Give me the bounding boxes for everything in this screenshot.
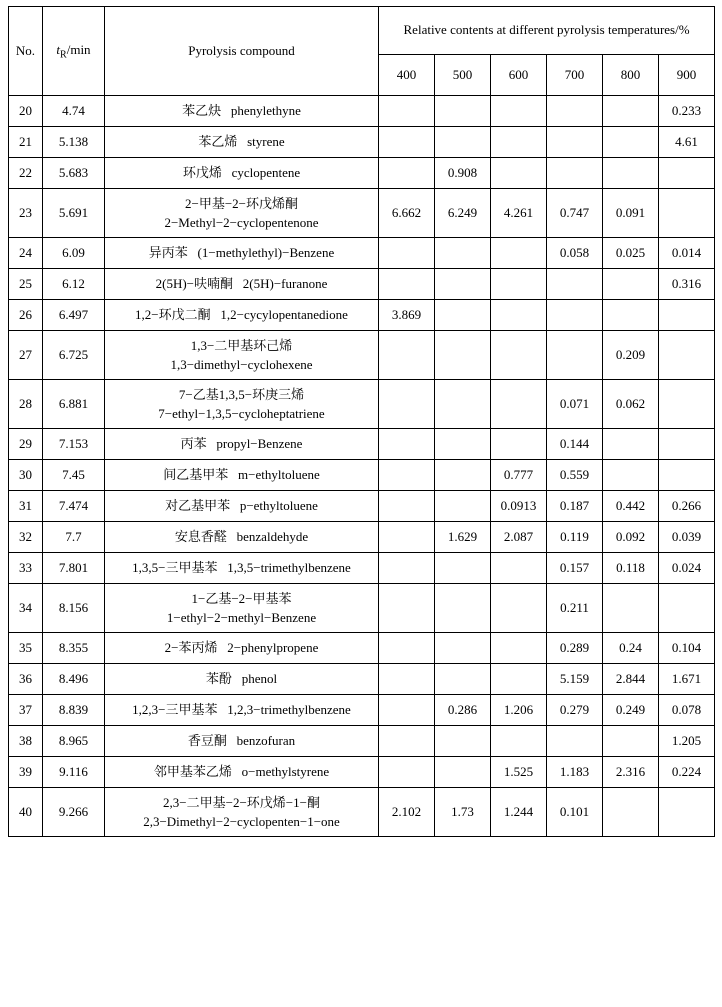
cell-content-900 bbox=[659, 429, 715, 460]
cell-content-400 bbox=[379, 96, 435, 127]
cell-content-800 bbox=[603, 788, 659, 837]
cell-no: 23 bbox=[9, 189, 43, 238]
cell-content-500 bbox=[435, 300, 491, 331]
cell-content-500 bbox=[435, 331, 491, 380]
cell-content-600 bbox=[491, 269, 547, 300]
cell-compound bbox=[105, 757, 379, 788]
cell-content-600 bbox=[491, 238, 547, 269]
cell-content-800 bbox=[603, 96, 659, 127]
cell-content-700: 0.187 bbox=[547, 491, 603, 522]
cell-no: 29 bbox=[9, 429, 43, 460]
cell-content-800 bbox=[603, 429, 659, 460]
table-row bbox=[9, 460, 715, 491]
cell-content-800: 2.316 bbox=[603, 757, 659, 788]
column-header-temp-700: 700 bbox=[547, 54, 603, 95]
table-row bbox=[9, 726, 715, 757]
cell-content-500 bbox=[435, 460, 491, 491]
table-row bbox=[9, 664, 715, 695]
cell-content-800 bbox=[603, 158, 659, 189]
cell-content-500 bbox=[435, 380, 491, 429]
cell-content-600 bbox=[491, 158, 547, 189]
cell-content-900 bbox=[659, 189, 715, 238]
compound-name-en: 7−ethyl−1,3,5−cycloheptatriene bbox=[158, 406, 325, 421]
column-header-temp-500: 500 bbox=[435, 54, 491, 95]
column-header-compound: Pyrolysis compound bbox=[105, 7, 379, 96]
cell-content-800 bbox=[603, 269, 659, 300]
cell-compound bbox=[105, 633, 379, 664]
cell-compound bbox=[105, 664, 379, 695]
compound-name-cn: 2,3−二甲基−2−环戊烯−1−酮 bbox=[163, 794, 320, 810]
cell-retention-time: 8.156 bbox=[43, 584, 105, 633]
compound-name-en: o−methylstyrene bbox=[241, 764, 330, 780]
cell-content-400: 2.102 bbox=[379, 788, 435, 837]
cell-content-500 bbox=[435, 726, 491, 757]
cell-content-500: 1.629 bbox=[435, 522, 491, 553]
cell-content-600: 2.087 bbox=[491, 522, 547, 553]
compound-name-cn: 对乙基甲苯 bbox=[165, 498, 231, 514]
cell-content-400 bbox=[379, 553, 435, 584]
cell-no: 32 bbox=[9, 522, 43, 553]
table-row bbox=[9, 127, 715, 158]
compound-name-cn: 香豆酮 bbox=[187, 733, 227, 749]
cell-content-800: 0.091 bbox=[603, 189, 659, 238]
cell-no: 34 bbox=[9, 584, 43, 633]
cell-no: 39 bbox=[9, 757, 43, 788]
cell-content-400 bbox=[379, 238, 435, 269]
cell-content-800: 0.442 bbox=[603, 491, 659, 522]
compound-name-en: p−ethyltoluene bbox=[239, 498, 318, 514]
cell-no: 38 bbox=[9, 726, 43, 757]
cell-compound bbox=[105, 238, 379, 269]
table-row bbox=[9, 189, 715, 238]
cell-content-800: 0.118 bbox=[603, 553, 659, 584]
cell-content-800: 0.24 bbox=[603, 633, 659, 664]
cell-content-700: 5.159 bbox=[547, 664, 603, 695]
table-header bbox=[9, 7, 715, 96]
cell-retention-time: 9.116 bbox=[43, 757, 105, 788]
cell-no: 30 bbox=[9, 460, 43, 491]
compound-name-cn: 苯乙烯 bbox=[198, 134, 238, 150]
cell-content-500 bbox=[435, 238, 491, 269]
compound-name-cn: 2−苯丙烯 bbox=[164, 640, 218, 656]
cell-content-700: 0.101 bbox=[547, 788, 603, 837]
table-row bbox=[9, 553, 715, 584]
cell-content-600 bbox=[491, 726, 547, 757]
cell-content-900: 0.024 bbox=[659, 553, 715, 584]
compound-name-en: 1,2−cycylopentanedione bbox=[220, 307, 348, 323]
cell-retention-time: 6.725 bbox=[43, 331, 105, 380]
cell-no: 22 bbox=[9, 158, 43, 189]
cell-content-600 bbox=[491, 96, 547, 127]
compound-name-cn: 2−甲基−2−环戊烯酮 bbox=[185, 195, 298, 211]
cell-content-600 bbox=[491, 664, 547, 695]
cell-content-400 bbox=[379, 757, 435, 788]
cell-content-900 bbox=[659, 331, 715, 380]
cell-compound bbox=[105, 380, 379, 429]
column-header-temp-800: 800 bbox=[603, 54, 659, 95]
cell-content-900: 0.014 bbox=[659, 238, 715, 269]
cell-content-600 bbox=[491, 584, 547, 633]
cell-no: 28 bbox=[9, 380, 43, 429]
cell-compound bbox=[105, 189, 379, 238]
cell-no: 37 bbox=[9, 695, 43, 726]
table-row bbox=[9, 269, 715, 300]
cell-retention-time: 5.683 bbox=[43, 158, 105, 189]
cell-retention-time: 8.839 bbox=[43, 695, 105, 726]
cell-content-700: 0.157 bbox=[547, 553, 603, 584]
cell-content-500 bbox=[435, 757, 491, 788]
cell-compound bbox=[105, 491, 379, 522]
cell-content-400 bbox=[379, 460, 435, 491]
cell-content-900: 0.104 bbox=[659, 633, 715, 664]
cell-content-400 bbox=[379, 491, 435, 522]
cell-content-700: 0.071 bbox=[547, 380, 603, 429]
compound-name-cn: 1,2−环戊二酮 bbox=[135, 307, 211, 323]
cell-compound bbox=[105, 695, 379, 726]
cell-no: 20 bbox=[9, 96, 43, 127]
cell-content-700 bbox=[547, 269, 603, 300]
cell-content-500 bbox=[435, 633, 491, 664]
compound-name-en: 1,3−dimethyl−cyclohexene bbox=[170, 357, 313, 372]
compound-name-cn: 异丙苯 bbox=[148, 245, 188, 261]
cell-retention-time: 7.801 bbox=[43, 553, 105, 584]
cell-retention-time: 7.153 bbox=[43, 429, 105, 460]
cell-content-800 bbox=[603, 460, 659, 491]
cell-content-400 bbox=[379, 664, 435, 695]
cell-compound bbox=[105, 300, 379, 331]
cell-compound bbox=[105, 127, 379, 158]
cell-content-400: 6.662 bbox=[379, 189, 435, 238]
table-row bbox=[9, 96, 715, 127]
cell-content-400 bbox=[379, 522, 435, 553]
cell-content-400 bbox=[379, 633, 435, 664]
cell-content-900: 1.205 bbox=[659, 726, 715, 757]
compound-name-en: 1,2,3−trimethylbenzene bbox=[227, 702, 351, 718]
table-row bbox=[9, 238, 715, 269]
cell-compound bbox=[105, 96, 379, 127]
cell-content-500 bbox=[435, 491, 491, 522]
table-row bbox=[9, 695, 715, 726]
cell-retention-time: 5.138 bbox=[43, 127, 105, 158]
cell-content-700 bbox=[547, 158, 603, 189]
compound-name-en: cyclopentene bbox=[231, 165, 301, 181]
cell-retention-time: 6.497 bbox=[43, 300, 105, 331]
cell-no: 31 bbox=[9, 491, 43, 522]
header-row-1 bbox=[9, 7, 715, 55]
cell-content-900: 1.671 bbox=[659, 664, 715, 695]
cell-content-400 bbox=[379, 158, 435, 189]
cell-content-800: 0.062 bbox=[603, 380, 659, 429]
column-header-temp-400: 400 bbox=[379, 54, 435, 95]
cell-content-400 bbox=[379, 127, 435, 158]
cell-content-500 bbox=[435, 664, 491, 695]
cell-content-500 bbox=[435, 269, 491, 300]
cell-content-900 bbox=[659, 380, 715, 429]
cell-content-900: 0.078 bbox=[659, 695, 715, 726]
cell-content-600: 1.206 bbox=[491, 695, 547, 726]
cell-compound bbox=[105, 553, 379, 584]
cell-content-700: 0.144 bbox=[547, 429, 603, 460]
cell-compound bbox=[105, 584, 379, 633]
table-row bbox=[9, 429, 715, 460]
cell-compound bbox=[105, 429, 379, 460]
cell-content-900: 0.233 bbox=[659, 96, 715, 127]
cell-content-900 bbox=[659, 158, 715, 189]
cell-compound bbox=[105, 331, 379, 380]
table-row bbox=[9, 788, 715, 837]
cell-no: 36 bbox=[9, 664, 43, 695]
cell-content-700 bbox=[547, 96, 603, 127]
cell-content-900: 0.266 bbox=[659, 491, 715, 522]
cell-content-700: 0.747 bbox=[547, 189, 603, 238]
cell-content-700 bbox=[547, 127, 603, 158]
compound-name-cn: 间乙基甲苯 bbox=[163, 467, 229, 483]
compound-name-cn: 安息香醛 bbox=[174, 529, 227, 545]
compound-name-cn: 1,2,3−三甲基苯 bbox=[132, 702, 218, 718]
cell-content-800: 0.249 bbox=[603, 695, 659, 726]
cell-content-800 bbox=[603, 726, 659, 757]
cell-compound bbox=[105, 522, 379, 553]
cell-no: 25 bbox=[9, 269, 43, 300]
cell-content-500 bbox=[435, 127, 491, 158]
retention-time-symbol: t bbox=[56, 41, 61, 57]
table-row bbox=[9, 331, 715, 380]
cell-compound bbox=[105, 788, 379, 837]
cell-retention-time: 7.45 bbox=[43, 460, 105, 491]
cell-content-500 bbox=[435, 429, 491, 460]
cell-retention-time: 6.12 bbox=[43, 269, 105, 300]
compound-name-en: phenylethyne bbox=[230, 103, 301, 119]
compound-name-cn: 2(5H)−呋喃酮 bbox=[155, 276, 234, 292]
compound-name-cn: 邻甲基苯乙烯 bbox=[153, 764, 232, 780]
cell-content-800 bbox=[603, 300, 659, 331]
compound-name-en: propyl−Benzene bbox=[216, 436, 303, 452]
cell-content-900 bbox=[659, 460, 715, 491]
cell-content-400 bbox=[379, 726, 435, 757]
compound-name-cn: 1,3,5−三甲基苯 bbox=[132, 560, 218, 576]
column-header-temp-900: 900 bbox=[659, 54, 715, 95]
compound-name-en: (1−methylethyl)−Benzene bbox=[197, 245, 335, 261]
cell-content-600: 0.777 bbox=[491, 460, 547, 491]
table-row bbox=[9, 491, 715, 522]
table-row bbox=[9, 158, 715, 189]
compound-name-cn: 环戊烯 bbox=[182, 165, 222, 181]
cell-content-600 bbox=[491, 633, 547, 664]
cell-content-600: 4.261 bbox=[491, 189, 547, 238]
cell-content-600 bbox=[491, 429, 547, 460]
cell-content-900 bbox=[659, 584, 715, 633]
cell-content-700 bbox=[547, 726, 603, 757]
cell-no: 21 bbox=[9, 127, 43, 158]
cell-retention-time: 7.474 bbox=[43, 491, 105, 522]
cell-content-600 bbox=[491, 127, 547, 158]
compound-name-en: 1−ethyl−2−methyl−Benzene bbox=[166, 610, 317, 625]
cell-retention-time: 6.09 bbox=[43, 238, 105, 269]
cell-content-500: 1.73 bbox=[435, 788, 491, 837]
table-row bbox=[9, 757, 715, 788]
compound-name-cn: 苯乙炔 bbox=[182, 103, 222, 119]
column-header-no: No. bbox=[9, 7, 43, 96]
cell-no: 26 bbox=[9, 300, 43, 331]
cell-content-700: 1.183 bbox=[547, 757, 603, 788]
compound-name-cn: 1,3−二甲基环己烯 bbox=[190, 337, 293, 353]
compound-name-en: benzaldehyde bbox=[236, 529, 309, 545]
cell-retention-time: 8.965 bbox=[43, 726, 105, 757]
cell-content-700: 0.279 bbox=[547, 695, 603, 726]
cell-content-500: 0.286 bbox=[435, 695, 491, 726]
cell-content-400 bbox=[379, 380, 435, 429]
cell-content-700: 0.119 bbox=[547, 522, 603, 553]
table-row bbox=[9, 380, 715, 429]
cell-content-400 bbox=[379, 269, 435, 300]
cell-content-400 bbox=[379, 584, 435, 633]
cell-content-700 bbox=[547, 331, 603, 380]
cell-content-400 bbox=[379, 429, 435, 460]
cell-content-900: 0.039 bbox=[659, 522, 715, 553]
cell-content-400 bbox=[379, 331, 435, 380]
cell-content-400 bbox=[379, 695, 435, 726]
cell-content-500 bbox=[435, 96, 491, 127]
table-row bbox=[9, 300, 715, 331]
cell-content-700 bbox=[547, 300, 603, 331]
compound-name-en: 2,3−Dimethyl−2−cyclopenten−1−one bbox=[143, 814, 340, 829]
cell-content-800: 0.092 bbox=[603, 522, 659, 553]
cell-no: 40 bbox=[9, 788, 43, 837]
cell-content-900 bbox=[659, 788, 715, 837]
cell-retention-time: 4.74 bbox=[43, 96, 105, 127]
cell-retention-time: 8.496 bbox=[43, 664, 105, 695]
column-header-retention-time bbox=[43, 7, 105, 96]
cell-content-800: 2.844 bbox=[603, 664, 659, 695]
table-body bbox=[9, 96, 715, 837]
cell-content-700: 0.559 bbox=[547, 460, 603, 491]
cell-content-600: 1.244 bbox=[491, 788, 547, 837]
cell-content-600 bbox=[491, 300, 547, 331]
cell-content-800 bbox=[603, 584, 659, 633]
document-page bbox=[0, 6, 722, 1007]
compound-name-en: phenol bbox=[241, 671, 278, 687]
cell-compound bbox=[105, 726, 379, 757]
cell-content-600: 1.525 bbox=[491, 757, 547, 788]
compound-name-cn: 苯酚 bbox=[205, 671, 232, 687]
table-row bbox=[9, 584, 715, 633]
cell-content-700: 0.058 bbox=[547, 238, 603, 269]
table-row bbox=[9, 633, 715, 664]
compound-name-en: styrene bbox=[247, 134, 285, 150]
compound-name-en: benzofuran bbox=[236, 733, 296, 749]
column-header-relative-contents: Relative contents at different pyrolysis temperatures/% bbox=[379, 7, 715, 55]
cell-content-800 bbox=[603, 127, 659, 158]
cell-retention-time: 7.7 bbox=[43, 522, 105, 553]
cell-content-500 bbox=[435, 584, 491, 633]
compound-name-cn: 1−乙基−2−甲基苯 bbox=[191, 590, 292, 606]
cell-content-800: 0.209 bbox=[603, 331, 659, 380]
cell-compound bbox=[105, 269, 379, 300]
cell-content-600 bbox=[491, 553, 547, 584]
cell-content-600: 0.0913 bbox=[491, 491, 547, 522]
cell-compound bbox=[105, 460, 379, 491]
cell-content-900: 0.316 bbox=[659, 269, 715, 300]
compound-name-en: m−ethyltoluene bbox=[238, 467, 320, 483]
cell-content-700: 0.211 bbox=[547, 584, 603, 633]
cell-compound bbox=[105, 158, 379, 189]
cell-retention-time: 5.691 bbox=[43, 189, 105, 238]
compound-name-en: 2(5H)−furanone bbox=[242, 276, 328, 292]
cell-content-500 bbox=[435, 553, 491, 584]
cell-content-500: 6.249 bbox=[435, 189, 491, 238]
cell-content-900: 0.224 bbox=[659, 757, 715, 788]
cell-content-900: 4.61 bbox=[659, 127, 715, 158]
compound-name-en: 2−phenylpropene bbox=[227, 640, 319, 656]
cell-no: 35 bbox=[9, 633, 43, 664]
cell-no: 33 bbox=[9, 553, 43, 584]
retention-time-subscript: R bbox=[60, 49, 67, 61]
column-header-temp-600: 600 bbox=[491, 54, 547, 95]
compound-name-en: 2−Methyl−2−cyclopentenone bbox=[164, 215, 319, 230]
cell-no: 27 bbox=[9, 331, 43, 380]
retention-time-unit: /min bbox=[66, 41, 91, 57]
pyrolysis-compounds-table bbox=[8, 6, 715, 837]
cell-no: 24 bbox=[9, 238, 43, 269]
compound-name-cn: 7−乙基1,3,5−环庚三烯 bbox=[178, 386, 305, 402]
compound-name-en: 1,3,5−trimethylbenzene bbox=[227, 560, 351, 576]
cell-content-600 bbox=[491, 331, 547, 380]
cell-content-700: 0.289 bbox=[547, 633, 603, 664]
cell-content-600 bbox=[491, 380, 547, 429]
table-row bbox=[9, 522, 715, 553]
cell-retention-time: 6.881 bbox=[43, 380, 105, 429]
cell-retention-time: 8.355 bbox=[43, 633, 105, 664]
cell-content-400: 3.869 bbox=[379, 300, 435, 331]
cell-retention-time: 9.266 bbox=[43, 788, 105, 837]
compound-name-cn: 丙苯 bbox=[180, 436, 207, 452]
cell-content-500: 0.908 bbox=[435, 158, 491, 189]
cell-content-900 bbox=[659, 300, 715, 331]
cell-content-800: 0.025 bbox=[603, 238, 659, 269]
